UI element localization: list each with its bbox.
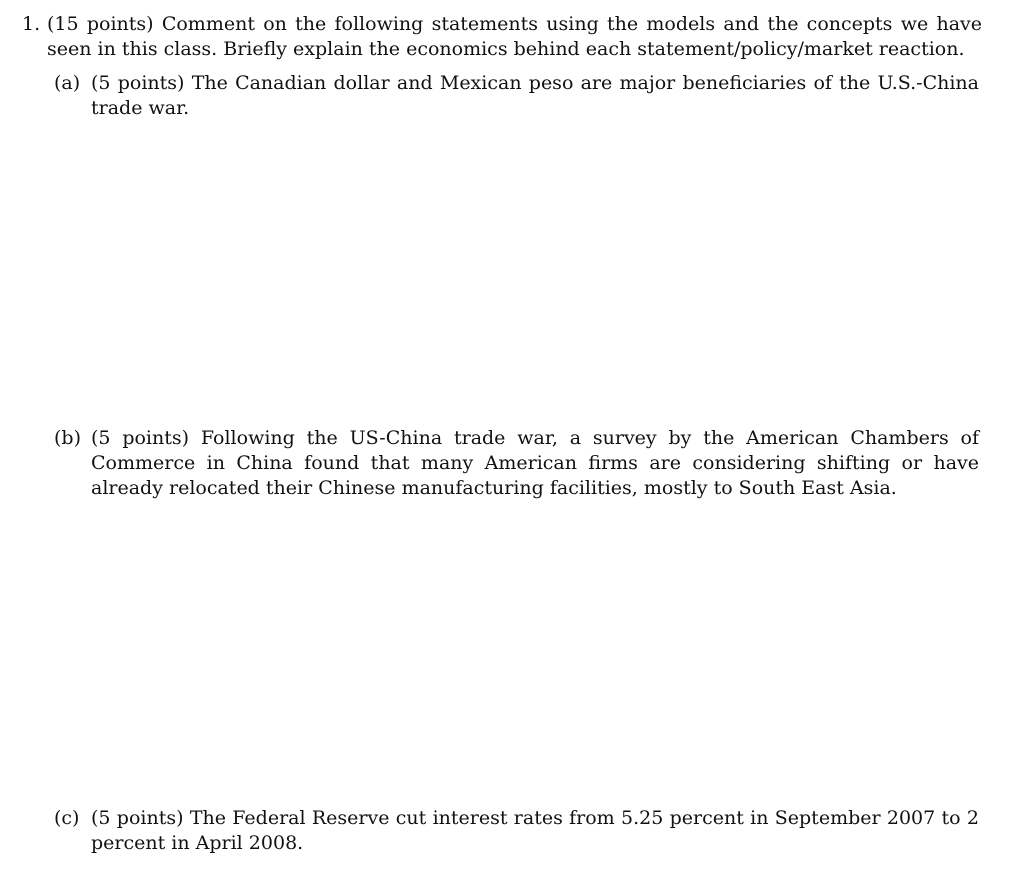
question-number: 1. <box>22 13 41 35</box>
part-b-text: Following the US-China trade war, a survey by the American Chambers of Commerce in China found that many American firms are considering shifting or have already relocated their Chinese manufacturing facilities, mostly to South East Asia. <box>91 427 979 499</box>
question-points: (15 points) <box>47 13 154 35</box>
part-b-label: (b) <box>54 427 81 449</box>
part-a-body <box>91 71 979 121</box>
part-a-label: (a) <box>54 72 81 94</box>
question-prompt: Comment on the following statements using the models and the concepts we have seen in this class. Briefly explain the economics behind each statement/policy/market reaction. <box>47 13 982 60</box>
question-text-block <box>47 12 982 62</box>
part-a-points: (5 points) <box>91 72 185 94</box>
question-1 <box>22 12 982 62</box>
part-b-points: (5 points) <box>91 427 190 449</box>
part-c-points: (5 points) <box>91 807 184 829</box>
part-c-body <box>91 806 979 856</box>
part-c-text: The Federal Reserve cut interest rates from 5.25 percent in September 2007 to 2 percent in April 2008. <box>91 807 979 854</box>
part-a <box>54 71 979 121</box>
part-a-text: The Canadian dollar and Mexican peso are major beneficiaries of the U.S.-China trade war. <box>91 72 979 119</box>
part-c-label: (c) <box>54 807 80 829</box>
part-c <box>54 806 979 856</box>
part-b-body <box>91 426 979 501</box>
part-b <box>54 426 979 501</box>
